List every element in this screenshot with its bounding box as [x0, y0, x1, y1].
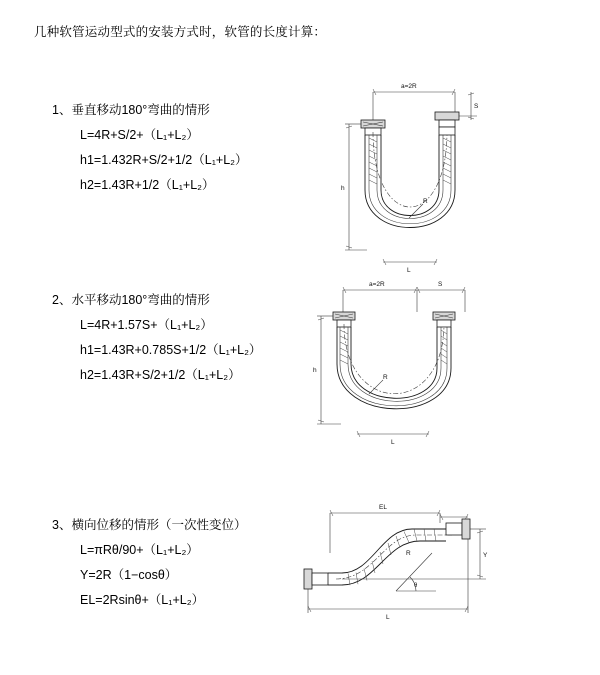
- section-1-heading: 1、垂直移动180°弯曲的情形: [52, 103, 210, 117]
- vertical-180-bend-diagram: [305, 72, 495, 282]
- section-3-formula-1: L=πRθ/90+（L₁+L₂）: [80, 543, 199, 557]
- dim-r: R: [423, 198, 428, 205]
- dim-r-3: R: [406, 550, 411, 557]
- section-2-text: [52, 290, 302, 390]
- dim-h-2: h: [313, 367, 317, 374]
- section-1-formula-1: L=4R+S/2+（L₁+L₂）: [80, 128, 199, 142]
- dim-s: S: [474, 103, 479, 110]
- section-3-formula-3: EL=2Rsinθ+（L₁+L₂）: [80, 593, 205, 607]
- lateral-offset-diagram: [290, 495, 500, 635]
- horizontal-180-bend-diagram: [305, 272, 500, 452]
- dim-l: L: [407, 267, 411, 274]
- dim-a-2r: a=2R: [401, 83, 417, 90]
- section-2-formula-2: h1=1.43R+0.785S+1/2（L₁+L₂）: [80, 343, 262, 357]
- section-3-heading: 3、横向位移的情形（一次性变位）: [52, 518, 247, 532]
- section-2-formula-3: h2=1.43R+S/2+1/2（L₁+L₂）: [80, 368, 241, 382]
- section-3-text: [52, 515, 302, 615]
- section-2-formula-1: L=4R+1.57S+（L₁+L₂）: [80, 318, 213, 332]
- dim-theta: θ: [414, 583, 418, 589]
- dim-y: Y: [483, 552, 488, 559]
- section-3-formula-2: Y=2R（1−cosθ）: [80, 568, 178, 582]
- section-1-text: [52, 100, 302, 200]
- dim-h: h: [341, 185, 345, 192]
- section-1-formula-3: h2=1.43R+1/2（L₁+L₂）: [80, 178, 215, 192]
- dim-l-2: L: [391, 439, 395, 446]
- dim-s-2: S: [438, 281, 443, 288]
- page-title: 几种软管运动型式的安装方式时，软管的长度计算：: [34, 25, 327, 39]
- dim-l-3: L: [386, 614, 390, 621]
- dim-a-2r-2: a=2R: [369, 281, 385, 288]
- section-2-heading: 2、水平移动180°弯曲的情形: [52, 293, 210, 307]
- dim-r-2: R: [383, 374, 388, 381]
- dim-el: EL: [379, 504, 387, 511]
- section-1-formula-2: h1=1.432R+S/2+1/2（L₁+L₂）: [80, 153, 248, 167]
